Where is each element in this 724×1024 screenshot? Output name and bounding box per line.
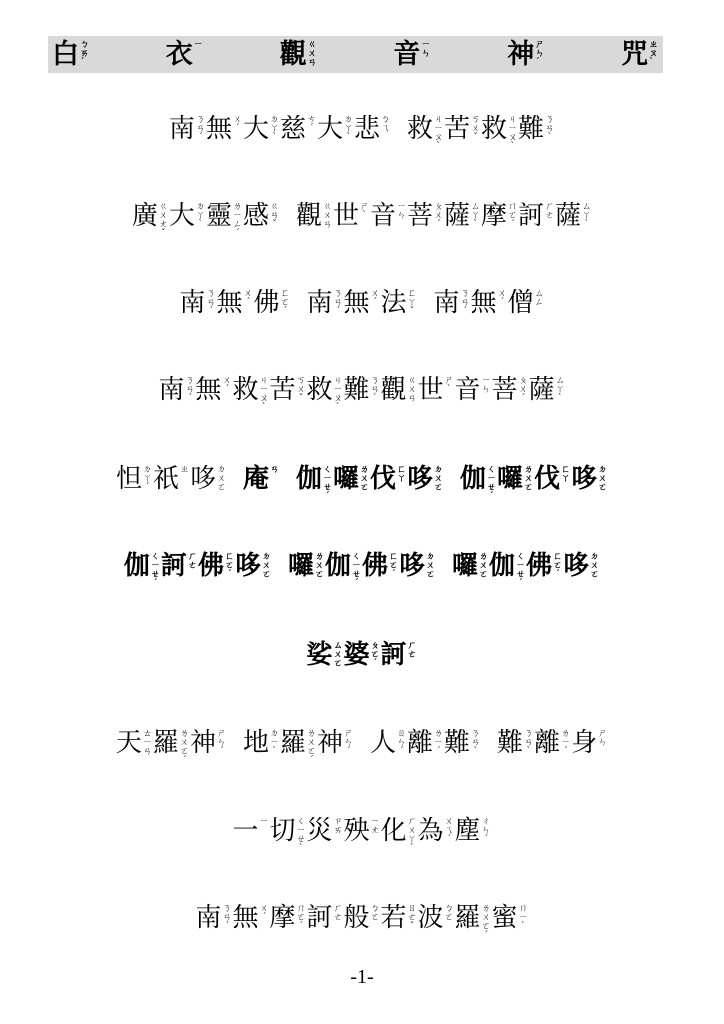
title-char: 音ㄧㄣ: [393, 39, 431, 70]
verse-segment: 庵ㄢ: [242, 464, 279, 494]
verse-segment: 伽ㄑㄧㄝˊ囉ㄌㄨㄛ伐ㄈㄚ哆ㄉㄨㄛ: [295, 464, 444, 502]
verse-segment: 南ㄋㄢˊ 無ㄨˊ 大ㄉㄚˋ 慈ㄘˊ 大ㄉㄚˋ 悲ㄅㄟ: [168, 114, 391, 144]
title-bar: [48, 36, 663, 73]
verse-segment: 南ㄋㄢˊ 無ㄨˊ 佛ㄈㄛˊ: [179, 288, 290, 318]
page-number: -1-: [350, 966, 374, 988]
title-char: 神ㄕㄣˊ: [507, 39, 545, 70]
verse-segment: 救ㄐㄧㄡˋ苦ㄎㄨˇ 救ㄐㄧㄡˋ難ㄋㄢˋ: [407, 114, 555, 152]
verse-line: [0, 730, 724, 766]
verse-segment: 人ㄖㄣˊ 離ㄌㄧˊ 難ㄋㄢˋ: [370, 728, 481, 758]
verse-segment: 地ㄉㄧˋ 羅ㄌㄨㄛˊ神ㄕㄣˊ: [242, 728, 354, 766]
verse-segment: 南ㄋㄢˊ 無ㄨˊ 法ㄈㄚˇ: [306, 288, 417, 318]
verse-segment: 伽ㄑㄧㄝˊ訶ㄏㄜ佛ㄈㄛˊ 哆ㄉㄨㄛ: [123, 551, 271, 589]
verse-segment: 娑ㄙㄨㄛ婆ㄆㄛˊ 訶ㄏㄜ: [306, 640, 417, 670]
title-char: 觀ㄍㄨㄢ: [279, 39, 317, 70]
verse-segment: 南ㄋㄢˊ 無ㄨˊ 僧ㄙㄥ: [433, 288, 544, 318]
verse-segment: 囉ㄌㄨㄛ伽ㄑㄧㄝˊ佛ㄈㄛˊ 哆ㄉㄨㄛ: [452, 551, 600, 589]
verse-line: [0, 466, 724, 502]
verse-line: [0, 290, 724, 317]
verse-segment: 觀ㄍㄨㄢ世ㄕˋ 音ㄧㄣ菩ㄆㄨˊ 薩ㄙㄚˋ 摩ㄇㄛˊ 訶ㄏㄜ薩ㄙㄚˋ: [295, 201, 592, 231]
title-char: 咒ㄓㄡˋ: [620, 39, 658, 70]
verse-line: [0, 642, 724, 669]
verse-segment: 一ㄧ切ㄑㄧㄝˋ災ㄗㄞ殃ㄧㄤ化ㄏㄨㄚˋ為ㄨㄟˊ 塵ㄔㄣˊ: [232, 816, 491, 854]
verse-line: [0, 377, 724, 413]
verse-line: [0, 905, 724, 941]
verse-line: [0, 116, 724, 152]
verse-segment: 囉ㄌㄨㄛ伽ㄑㄧㄝˊ佛ㄈㄛˊ 哆ㄉㄨㄛ: [287, 551, 436, 589]
verse-segment: 南ㄋㄢˊ 無ㄨˊ 救ㄐㄧㄡˋ苦ㄎㄨˇ 救ㄐㄧㄡˋ難ㄋㄢˋ 觀ㄍㄨㄢ世ㄕˋ 音ㄧㄣ菩ㄆㄨˊ 薩ㄙㄚˋ: [158, 375, 565, 413]
verse-segment: 南ㄋㄢˊ 無ㄨˊ 摩ㄇㄛˊ 訶ㄏㄜ般ㄅㄛ若ㄖㄜˇ 波ㄅㄛ羅ㄌㄨㄛˊ蜜ㄇㄧˋ: [195, 903, 528, 941]
verse-line: [0, 203, 724, 239]
title-char: 衣ㄧ: [165, 39, 203, 70]
verse-segment: 伽ㄑㄧㄝˊ囉ㄌㄨㄛ伐ㄈㄚ哆ㄉㄨㄛ: [460, 464, 608, 502]
verse-line: [0, 818, 724, 854]
verse-line: [0, 553, 724, 589]
title-char: 白ㄅㄞˊ: [52, 39, 90, 70]
verse-segment: 怛ㄉㄚˊ 祇ㄓ哆ㄉㄨㄛ: [115, 464, 226, 494]
verse-segment: 天ㄊㄧㄢ羅ㄌㄨㄛˊ神ㄕㄣˊ: [115, 728, 226, 766]
verse-segment: 難ㄋㄢˋ 離ㄌㄧˊ 身ㄕㄣ: [497, 728, 608, 758]
verse-segment: 廣ㄍㄨㄤˇ大ㄉㄚˋ 靈ㄌㄧㄥˊ感ㄍㄢˇ: [131, 201, 279, 239]
